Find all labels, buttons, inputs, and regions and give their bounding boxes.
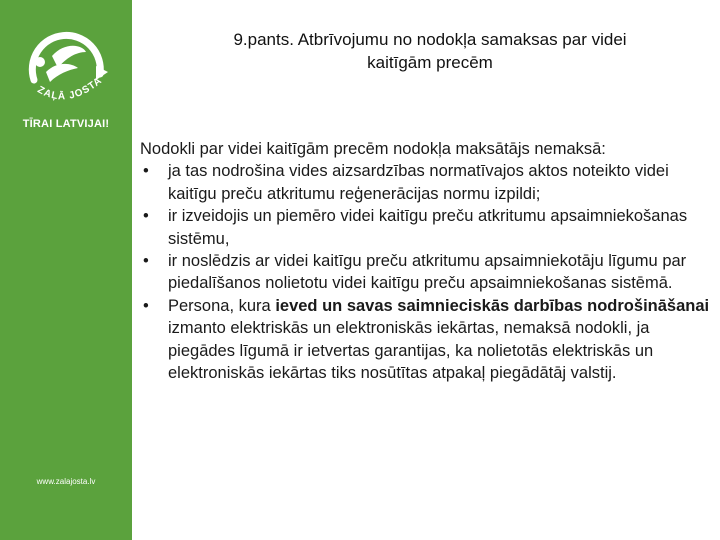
list-item: • ir izveidojis un piemēro videi kaitīgu preču atkritumu apsaimniekošanas sistēmu, [140,205,712,250]
bullet4-prefix: Persona, kura [168,296,276,315]
intro-text: Nodokli par videi kaitīgām precēm nodokļa maksātājs nemaksā: [140,140,606,158]
zala-josta-logo [12,22,120,112]
slide-content [140,138,712,384]
title-line-2: kaitīgām precēm [367,53,493,72]
bullet4-suffix: izmanto elektriskās un elektroniskās iekārtas, nemaksā nodokli, ja piegādes līgumā ir ietvertas garantijas, ka nolietotās elektriskās un elektroniskās iekārtas tiks nosūtītas atpakaļ piegādātāj valstij. [168,319,654,383]
sidebar [0,0,132,540]
bullet4-bold: ieved un savas saimnieciskās darbības nodrošināšanai [275,296,710,315]
slide-title [150,28,710,74]
logo-text: ZAĻĀ JOSTA [35,75,105,103]
list-item: • ir noslēdzis ar videi kaitīgu preču atkritumu apsaimniekotāju līgumu par piedalīšanos nolietotu videi kaitīgu preču apsaimniekošanas sistēmā. [140,250,712,295]
bullet-list [140,160,712,384]
list-item: • ja tas nodrošina vides aizsardzības normatīvajos aktos noteikto videi kaitīgu preču atkritumu reģenerācijas normu izpildi; [140,160,712,205]
title-line-1: 9.pants. Atbrīvojumu no nodokļa samaksas par videi [233,30,627,49]
svg-text:ZAĻĀ JOSTA [35,75,104,102]
list-item [140,295,712,385]
tagline: TĪRAI LATVIJAI! [22,118,110,130]
website-url: www.zalajosta.lv [36,477,96,486]
